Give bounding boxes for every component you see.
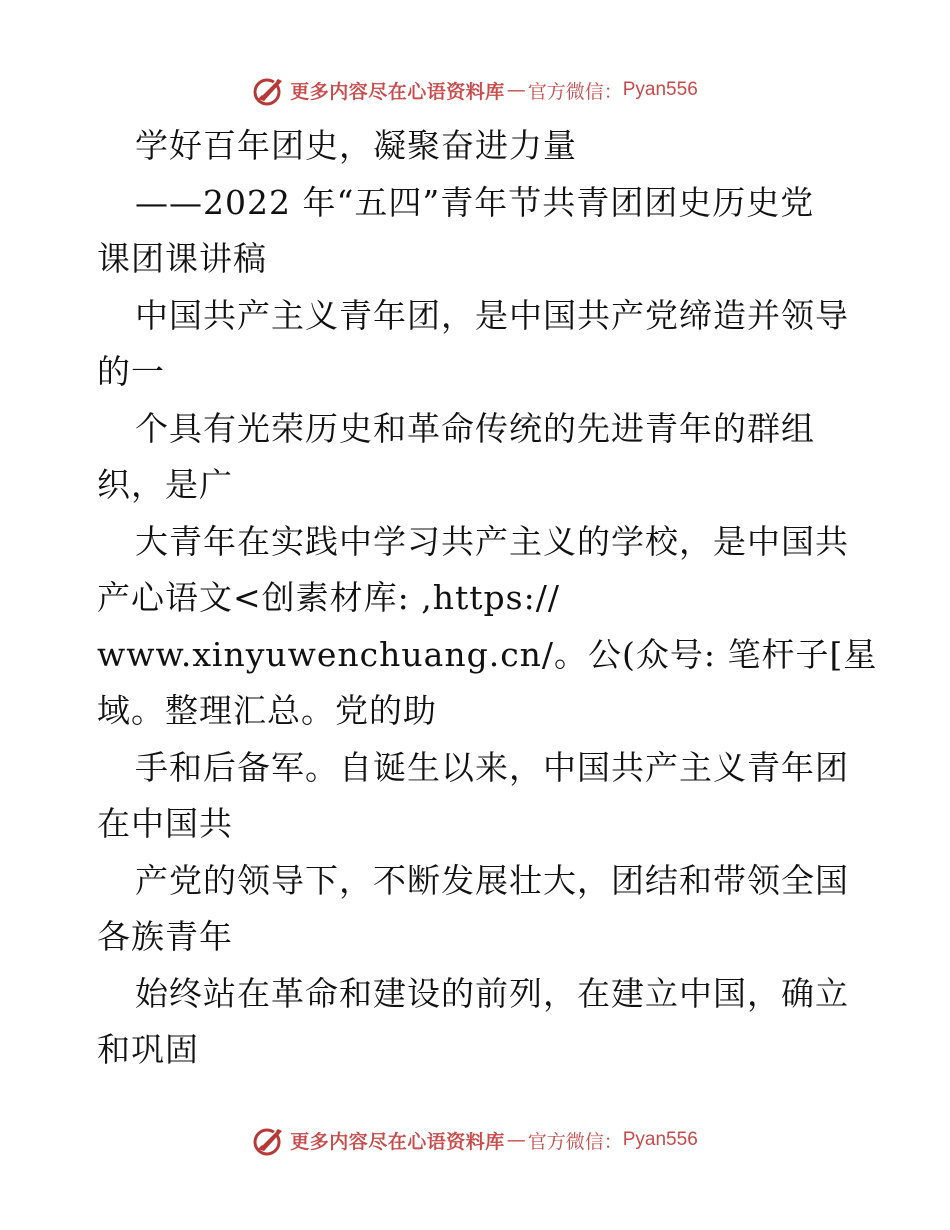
watermark-separator: —	[506, 79, 526, 101]
doc-subtitle: ——2022 年“五四”青年节共青团团史历史党	[135, 182, 815, 222]
header-watermark	[0, 70, 950, 110]
quill-pen-logo-icon	[252, 73, 286, 107]
paragraph-line: 在中国共	[97, 804, 233, 843]
paragraph-line: 中国共产主义青年团，是中国共产党缔造并领导	[135, 295, 849, 335]
paragraph-line: 产心语文<创素材库: ,https://	[97, 578, 560, 617]
watermark-wechat-id: Pyan556	[622, 1129, 698, 1150]
doc-title: 学好百年团史，凝聚奋进力量	[135, 126, 577, 165]
paragraph-line: 各族青年	[97, 917, 233, 956]
paragraph-line: 的一	[97, 352, 165, 391]
paragraph-line: 大青年在实践中学习共产主义的学校，是中国共	[135, 521, 849, 561]
footer-watermark	[0, 1120, 950, 1160]
watermark-brand: 更多内容尽在心语资料库	[290, 1130, 505, 1153]
quill-pen-logo-icon	[252, 1123, 286, 1157]
watermark-separator: —	[506, 1129, 526, 1151]
paragraph-line: 织，是广	[97, 465, 233, 504]
paragraph-line: 产党的领导下，不断发展壮大，团结和带领全国	[135, 860, 849, 900]
paragraph-line: www.xinyuwenchuang.cn/。公(众号: 笔杆子[星	[97, 634, 878, 674]
watermark-official: 官方微信：	[527, 1130, 623, 1153]
watermark-brand: 更多内容尽在心语资料库	[290, 80, 505, 103]
doc-subtitle-cont: 课团课讲稿	[97, 239, 267, 278]
paragraph-line: 个具有光荣历史和革命传统的先进青年的群组	[135, 408, 815, 448]
paragraph-line: 和巩固	[97, 1030, 199, 1069]
paragraph-line: 始终站在革命和建设的前列，在建立中国，确立	[135, 973, 849, 1013]
paragraph-line: 手和后备军。自诞生以来，中国共产主义青年团	[135, 747, 849, 787]
watermark-wechat-id: Pyan556	[622, 79, 698, 100]
watermark-official: 官方微信：	[527, 80, 623, 103]
paragraph-line: 域。整理汇总。党的助	[97, 691, 437, 730]
document-body	[97, 118, 878, 1079]
